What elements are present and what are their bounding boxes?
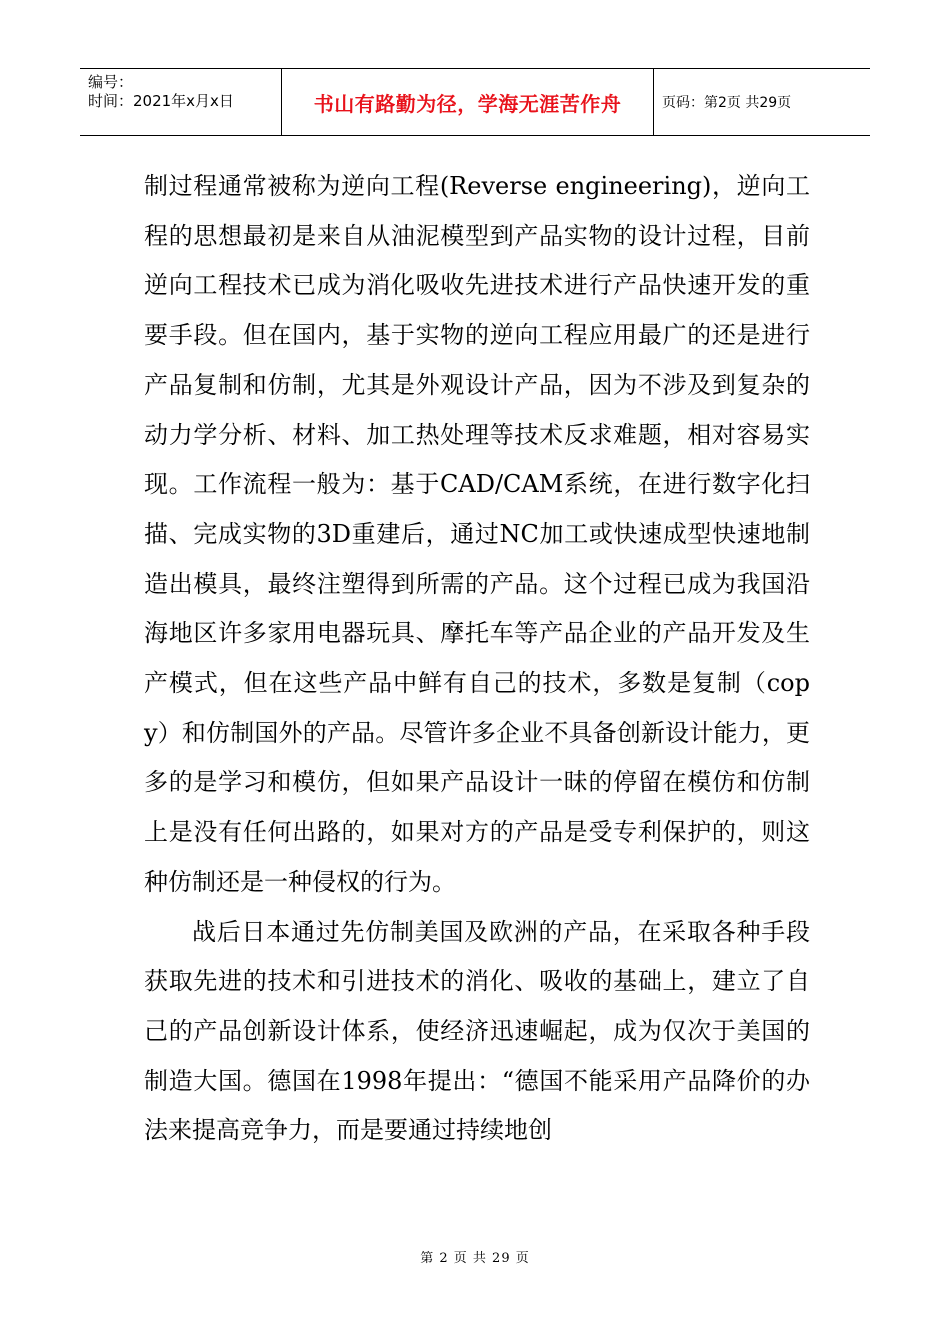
page-header <box>80 68 870 136</box>
header-motto-cell <box>282 69 654 135</box>
body-paragraph: 战后日本通过先仿制美国及欧洲的产品，在采取各种手段获取先进的技术和引进技术的消化、吸收的基础上，建立了自己的产品创新设计体系，使经济迅速崛起，成为仅次于美国的制造大国。德国在1998年提出：“德国不能采用产品降价的办法来提高竞争力，而是要通过持续地创 <box>144 917 810 1145</box>
body-paragraph: 制过程通常被称为逆向工程(Reverse engineering)，逆向工程的思想最初是来自从油泥模型到产品实物的设计过程，目前逆向工程技术已成为消化吸收先进技术进行产品快速开发的重要手段。但在国内，基于实物的逆向工程应用最广的还是进行产品复制和仿制，尤其是外观设计产品，因为不涉及到复杂的动力学分析、材料、加工热处理等技术反求难题，相对容易实现。工作流程一般为：基于CAD/CAM系统，在进行数字化扫描、完成实物的3D重建后，通过NC加工或快速成型快速地制造出模具，最终注塑得到所需的产品。这个过程已成为我国沿海地区许多家用电器玩具、摩托车等产品企业的产品开发及生产模式，但在这些产品中鲜有自己的技术，多数是复制（copy）和仿制国外的产品。尽管许多企业不具备创新设计能力，更多的是学习和模仿，但如果产品设计一昧的停留在模仿和仿制上是没有任何出路的，如果对方的产品是受专利保护的，则这种仿制还是一种侵权的行为。 <box>144 172 810 896</box>
header-meta <box>80 69 282 135</box>
header-page-info-cell <box>654 69 870 135</box>
header-page-info: 页码：第2页 共29页 <box>662 95 792 111</box>
document-number-label: 编号： <box>88 73 134 91</box>
document-body <box>144 162 810 1156</box>
page-footer: 第 2 页 共 29 页 <box>420 1251 530 1266</box>
document-date-label: 时间：2021年x月x日 <box>88 92 234 110</box>
header-motto: 书山有路勤为径，学海无涯苦作舟 <box>313 91 622 116</box>
